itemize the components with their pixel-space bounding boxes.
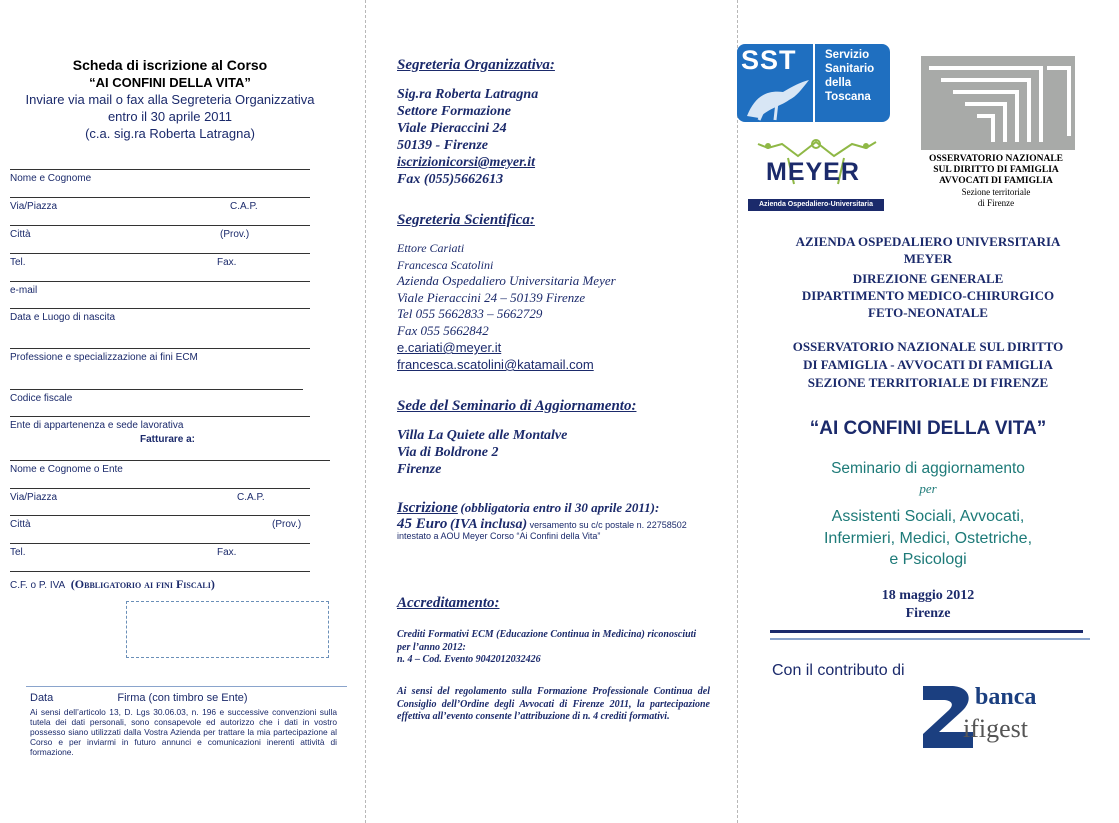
billing-rule-end (10, 571, 310, 572)
privacy-notice: Ai sensi dell’articolo 13, D. Lgs 30.06.03, n. 196 e successive convenzioni sulla tutela dei dati personali, sono consapevole ed autorizzo che i dati in vostro possesso siano utilizzati dalla Vostra Azienda per trattare la mia partecipazione al Corso e per inviarmi in futuro annunci e comunicazioni inerenti attività di formazione. (30, 707, 337, 757)
sci-email-link-2[interactable]: francesca.scatolini@katamail.com (397, 357, 594, 372)
iscrizione-section (397, 502, 710, 543)
divider-dark (770, 630, 1083, 633)
osservatorio-logo (921, 56, 1075, 150)
aou-heading: AZIENDA OSPEDALIERO UNIVERSITARIA MEYER (795, 234, 1061, 266)
field-professione[interactable]: Professione e specializzazione ai fini ECM (10, 348, 310, 349)
iscrizione-word: Iscrizione (397, 500, 458, 516)
stamp-box[interactable] (126, 601, 329, 658)
iscrizione-text: versamento su c/c postale n. 22758502 intestato a AOU Meyer Corso “Ai Confini della Vita” (397, 519, 687, 541)
audience-list: Assistenti Sociali, Avvocati, Infermieri, Medici, Ostetriche, e Psicologi (823, 508, 1033, 568)
firma-label: Firma (con timbro se Ente) (117, 692, 248, 704)
sst-text-block: Servizio Sanitario della Toscana (815, 44, 890, 122)
form-course: “AI CONFINI DELLA VITA” (89, 75, 251, 90)
field-codice-fiscale[interactable]: Codice fiscale (10, 389, 310, 390)
field-data-luogo-nascita[interactable]: Data e Luogo di nascita (10, 308, 310, 309)
org-fax: Fax (055)5662613 (397, 172, 504, 187)
event-date: 18 maggio 2012 (881, 588, 975, 603)
org-city: 50139 - Firenze (397, 138, 488, 153)
meyer-logo-text: MEYER (766, 158, 860, 186)
osservatorio-heading: OSSERVATORIO NAZIONALE SUL DIRITTO DI FAMIGLIA - AVVOCATI DI FAMIGLIA SEZIONE TERRITORIALE DI FIRENZE (792, 339, 1064, 390)
iscrizione-price: 45 Euro (397, 515, 448, 532)
fatturare-heading: Fatturare a: (140, 434, 196, 445)
meyer-logo (748, 136, 884, 214)
sci-person-2: Francesca Scatolini (397, 257, 494, 272)
billing-nome-ente[interactable]: Nome e Cognome o Ente (10, 460, 310, 461)
sede-line-2: Via di Boldrone 2 (397, 445, 499, 460)
sede-title: Sede del Seminario di Aggiornamento: (397, 398, 637, 414)
seminar-label: Seminario di aggiornamento (831, 460, 1025, 477)
field-ente[interactable]: Ente di appartenenza e sede lavorativa (10, 416, 310, 417)
divider-light (770, 638, 1090, 640)
sci-fax: Fax 055 5662842 (397, 322, 489, 338)
sede-line-1: Villa La Quiete alle Montalve (397, 428, 568, 443)
sst-logo (737, 44, 813, 122)
billing-via-piazza[interactable]: Via/Piazza C.A.P. (10, 488, 310, 489)
event-city: Firenze (905, 606, 951, 621)
org-email-link[interactable]: iscrizionicorsi@meyer.it (397, 155, 536, 170)
org-title: Segreteria Organizzativa: (397, 57, 555, 73)
form-instructions-1: Inviare via mail o fax alla Segreteria Organizzativa (25, 92, 315, 107)
form-instructions-2: entro il 30 aprile 2011 (107, 109, 233, 124)
pegasus-icon (737, 76, 813, 122)
form-instructions-3: (c.a. sig.ra Roberta Latragna) (85, 126, 255, 141)
sci-person-1: Ettore Cariati (397, 241, 465, 255)
org-dept: Settore Formazione (397, 104, 511, 119)
osservatorio-emblem-icon (921, 56, 1075, 150)
accr-regulation: Ai sensi del regolamento sulla Formazione Professionale Continua del Consiglio dell’Ordine degli Avvocati di Firenze 2011, la partecipazione effettiva all’evento consente l’attribuzione di n. 4 crediti formativi. (397, 686, 710, 722)
direzione-heading: DIREZIONE GENERALE DIPARTIMENTO MEDICO-CHIRURGICO FETO-NEONATALE (801, 271, 1055, 320)
field-email[interactable]: e-mail (10, 281, 310, 282)
iscrizione-iva: (IVA inclusa) (449, 516, 528, 532)
cover-title: “AI CONFINI DELLA VITA” (809, 418, 1047, 439)
sci-title: Segreteria Scientifica: (397, 212, 535, 228)
accr-code: n. 4 – Cod. Evento 9042012032426 (397, 654, 541, 665)
org-name: Sig.ra Roberta Latragna (397, 87, 539, 102)
org-section (397, 57, 710, 188)
org-addr: Viale Pieraccini 24 (397, 121, 507, 136)
fold-line-left (365, 0, 366, 823)
iscrizione-note: (obbligatoria entro il 30 aprile 2011): (460, 500, 660, 515)
field-citta[interactable]: Città (Prov.) (10, 225, 310, 226)
sci-org: Azienda Ospedaliero Universitaria Meyer (397, 273, 616, 288)
sci-tel: Tel 055 5662833 – 5662729 (397, 306, 543, 321)
cf-piva-field[interactable]: C.F. o P. IVA (Obbligatorio ai fini Fiscali) (10, 577, 215, 591)
billing-tel-fax[interactable]: Tel. Fax. (10, 543, 310, 544)
billing-citta[interactable]: Città (Prov.) (10, 515, 310, 516)
sede-line-3: Firenze (397, 462, 442, 477)
sci-addr: Viale Pieraccini 24 – 50139 Firenze (397, 289, 586, 305)
field-nome-cognome[interactable]: Nome e Cognome (10, 169, 310, 170)
accr-title: Accreditamento: (397, 595, 500, 611)
banca-ifigest-logo (921, 684, 1045, 750)
sst-logo-text: SST (741, 45, 797, 75)
banca-text: banca (975, 684, 1037, 710)
fold-line-right (737, 0, 738, 823)
signature-row[interactable] (30, 692, 248, 704)
accr-section (397, 595, 710, 612)
sede-section (397, 398, 710, 478)
cf-note: (Obbligatorio ai fini Fiscali) (70, 577, 215, 591)
accr-text: Crediti Formativi ECM (Educazione Continua in Medicina) riconosciuti per l’anno 2012: n. 4 – Cod. Evento 9042012032426 (397, 629, 710, 667)
ifigest-text: ifigest (963, 714, 1028, 743)
event-date-block (770, 587, 1086, 623)
data-label: Data (30, 692, 54, 704)
sci-section (397, 212, 710, 373)
contributor-label: Con il contributo di (772, 662, 905, 679)
osservatorio-caption: OSSERVATORIO NAZIONALE SUL DIRITTO DI FAMIGLIA AVVOCATI DI FAMIGLIA Sezione territoriale di Firenze (928, 154, 1064, 208)
signature-rule (26, 686, 347, 687)
sci-email-link-1[interactable]: e.cariati@meyer.it (397, 340, 502, 355)
form-header (10, 57, 330, 142)
form-title: Scheda di iscrizione al Corso (72, 57, 268, 73)
field-via-piazza[interactable]: Via/Piazza C.A.P. (10, 197, 310, 198)
field-tel-fax[interactable]: Tel. Fax. (10, 253, 310, 254)
meyer-logo-sub: Azienda Ospedaliero-Universitaria (748, 199, 884, 211)
per-label: per (919, 481, 937, 496)
